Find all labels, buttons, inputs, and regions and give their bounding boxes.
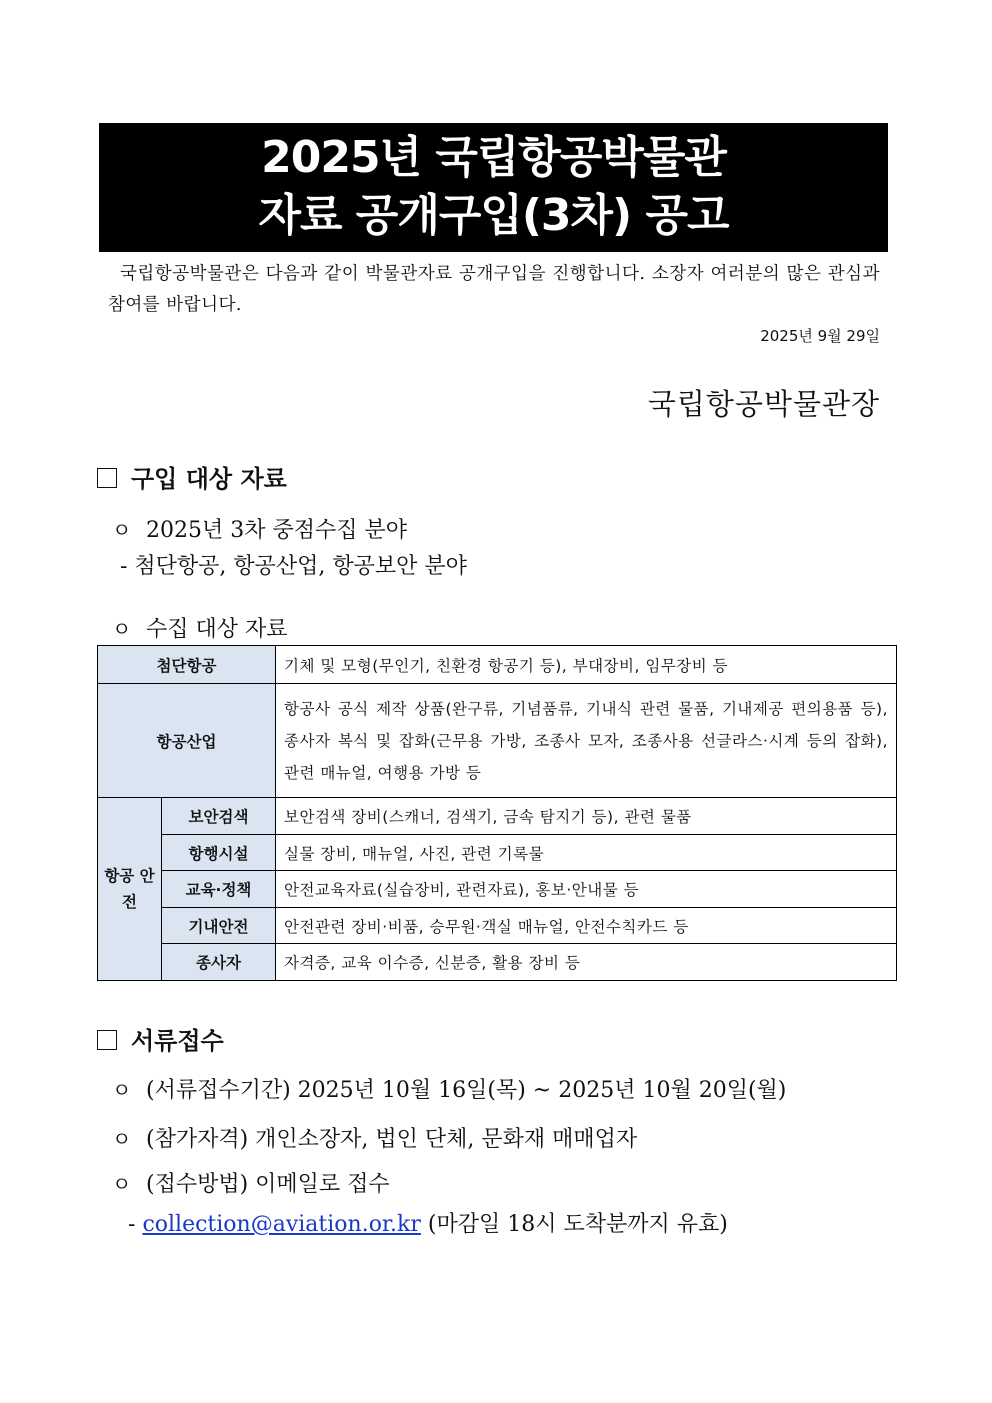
focus-field-detail: - 첨단항공, 항공산업, 항공보안 분야: [120, 554, 467, 579]
subcategory-cell: 보안검색: [162, 798, 276, 835]
email-link[interactable]: collection@aviation.or.kr: [142, 1212, 421, 1237]
title-line-2: 자료 공개구입(3차) 공고: [258, 190, 729, 241]
section-purchase-heading: [97, 459, 287, 494]
submission-method-text: (접수방법) 이메일로 접수: [146, 1172, 390, 1197]
email-line: [128, 1207, 728, 1238]
bullet-focus-field-text: 2025년 3차 중점수집 분야: [146, 518, 407, 543]
circle-bullet-icon: ㅇ: [112, 1078, 132, 1102]
bullet-submission-method: [112, 1167, 390, 1198]
email-deadline-note: (마감일 18시 도착분까지 유효): [427, 1212, 728, 1237]
section-submission-title: 서류접수: [131, 1027, 224, 1055]
notice-title-banner: [99, 123, 888, 252]
subcategory-cell: 종사자: [162, 944, 276, 981]
bullet-eligibility: [112, 1122, 637, 1153]
table-row: [98, 684, 897, 798]
bullet-target-items: [112, 612, 288, 643]
category-cell: 항공산업: [98, 684, 276, 798]
category-cell: 첨단항공: [98, 646, 276, 684]
table-row: [98, 908, 897, 944]
bullet-target-items-text: 수집 대상 자료: [146, 617, 288, 642]
target-items-table: [97, 645, 897, 981]
content-cell: 보안검색 장비(스캐너, 검색기, 금속 탐지기 등), 관련 물품: [276, 798, 897, 835]
bullet-focus-field: [112, 513, 407, 544]
subcategory-cell: 교육·정책: [162, 871, 276, 908]
section-purchase-title: 구입 대상 자료: [131, 465, 287, 493]
content-cell: 자격증, 교육 이수증, 신분증, 활용 장비 등: [276, 944, 897, 981]
content-cell: 안전교육자료(실습장비, 관련자료), 홍보·안내물 등: [276, 871, 897, 908]
table-row: [98, 798, 897, 835]
table-row: [98, 944, 897, 981]
bullet-submission-period: [112, 1073, 786, 1104]
subcategory-cell: 기내안전: [162, 908, 276, 944]
table-row: [98, 835, 897, 871]
square-bullet-icon: [97, 1030, 117, 1050]
submission-period-text: (서류접수기간) 2025년 10월 16일(목) ~ 2025년 10월 20일(월): [146, 1078, 787, 1103]
safety-group-cell: 항공 안전: [98, 798, 162, 981]
circle-bullet-icon: ㅇ: [112, 1172, 132, 1196]
section-submission-heading: [97, 1021, 224, 1056]
notice-date: 2025년 9월 29일: [760, 327, 880, 345]
title-line-1: 2025년 국립항공박물관: [261, 132, 726, 183]
content-cell: 기체 및 모형(무인기, 친환경 항공기 등), 부대장비, 임무장비 등: [276, 646, 897, 684]
eligibility-text: (참가자격) 개인소장자, 법인 단체, 문화재 매매업자: [146, 1127, 638, 1152]
circle-bullet-icon: ㅇ: [112, 1127, 132, 1151]
intro-paragraph: 국립항공박물관은 다음과 같이 박물관자료 공개구입을 진행합니다. 소장자 여러분의 많은 관심과 참여를 바랍니다.: [108, 264, 880, 315]
content-cell: 안전관련 장비·비품, 승무원·객실 매뉴얼, 안전수칙카드 등: [276, 908, 897, 944]
table-row: [98, 871, 897, 908]
circle-bullet-icon: ㅇ: [112, 617, 132, 641]
signer-name: 국립항공박물관장: [647, 387, 880, 421]
subcategory-cell: 항행시설: [162, 835, 276, 871]
email-dash: -: [128, 1212, 136, 1237]
content-cell: 항공사 공식 제작 상품(완구류, 기념품류, 기내식 관련 물품, 기내제공 편의용품 등), 종사자 복식 및 잡화(근무용 가방, 조종사 모자, 조종사용 선글라스·시계 등의 잡화), 관련 매뉴얼, 여행용 가방 등: [276, 684, 897, 798]
square-bullet-icon: [97, 468, 117, 488]
content-cell: 실물 장비, 매뉴얼, 사진, 관련 기록물: [276, 835, 897, 871]
circle-bullet-icon: ㅇ: [112, 518, 132, 542]
table-row: [98, 646, 897, 684]
